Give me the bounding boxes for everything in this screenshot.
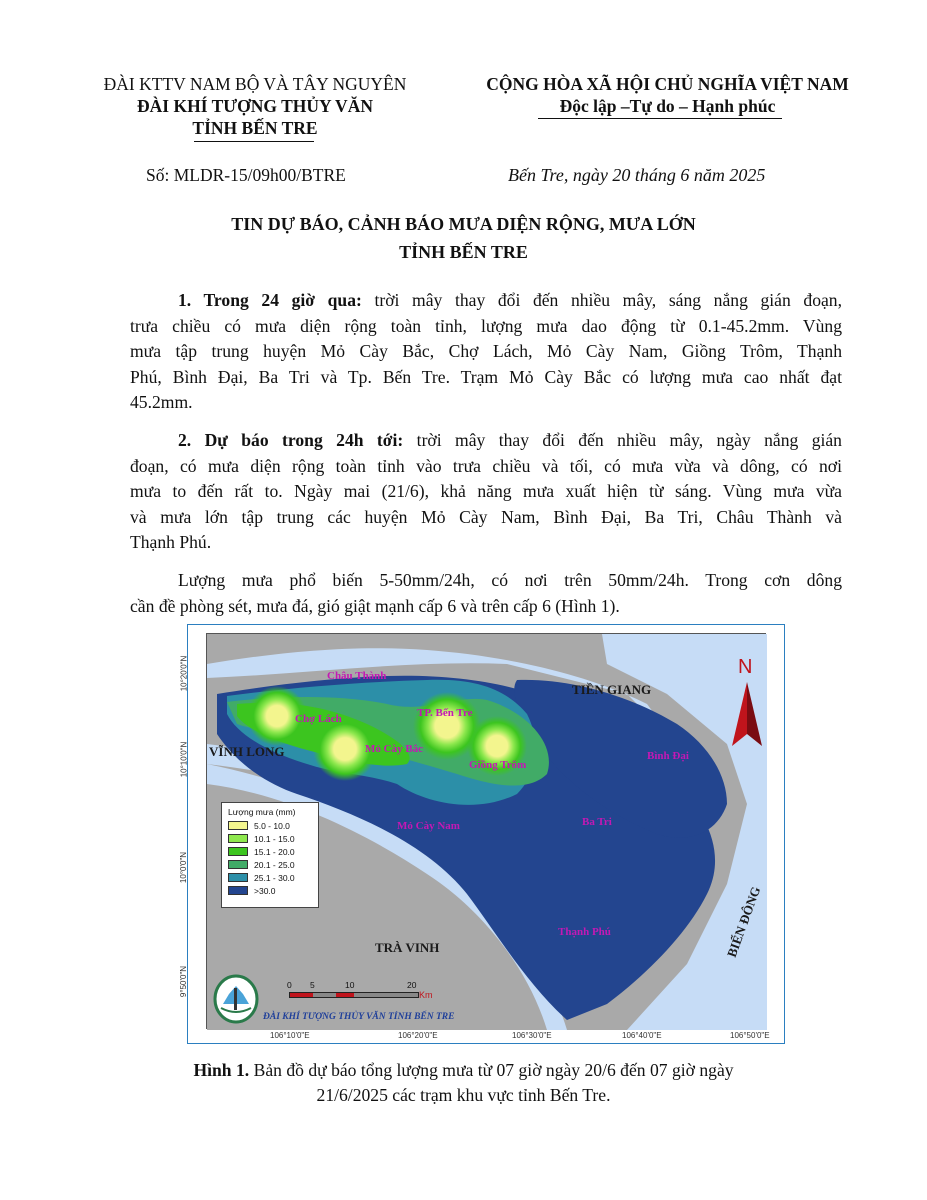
motto-underline xyxy=(538,118,782,119)
document-title-line2: TỈNH BẾN TRE xyxy=(399,242,528,262)
map-label-vinh-long: VĨNH LONG xyxy=(209,744,285,759)
section-1-text: mưa tập trung huyện Mỏ Cày Bắc, Chợ Lách, Mỏ Cày Nam, Giồng Trôm, Thạnh xyxy=(130,341,842,361)
lon-tick: 106°50'0"E xyxy=(730,1031,770,1040)
scale-bar xyxy=(287,980,447,1010)
legend-item xyxy=(228,871,312,884)
figure-caption-label: Hình 1. xyxy=(193,1060,250,1080)
map-legend xyxy=(221,802,319,908)
north-arrow xyxy=(732,656,772,746)
legend-swatch xyxy=(228,834,248,843)
legend-label: 5.0 - 10.0 xyxy=(254,820,290,831)
map-label-tra-vinh: TRÀ VINH xyxy=(375,940,440,955)
map-label-ba-tri: Ba Tri xyxy=(582,816,612,828)
map-label-thanh-phu: Thạnh Phú xyxy=(558,926,611,938)
section-1-heading: 1. Trong 24 giờ qua: xyxy=(178,290,362,310)
section-2-text: và mưa lớn tập trung các huyện Mỏ Cày Nam, Bình Đại, Ba Tri, Châu Thành và xyxy=(130,506,842,527)
lat-tick: 9°50'0"N xyxy=(179,965,189,998)
section-3-text: Lượng mưa phổ biến 5-50mm/24h, có nơi trên 50mm/24h. Trong cơn dông xyxy=(178,570,842,590)
legend-label: 10.1 - 15.0 xyxy=(254,833,295,844)
section-2-text: trời mây thay đổi đến nhiều mây, ngày nắng gián xyxy=(403,430,842,450)
scale-bar-body xyxy=(289,992,419,998)
legend-label: >30.0 xyxy=(254,885,276,896)
map-label-bien-dong: BIỂN ĐÔNG xyxy=(723,884,764,960)
legend-item xyxy=(228,832,312,845)
legend-item xyxy=(228,858,312,871)
lon-tick: 106°20'0"E xyxy=(398,1031,438,1040)
section-1-text: trời mây thay đổi đến nhiều mây, sáng nắng gián đoạn, xyxy=(361,290,842,310)
map-frame xyxy=(206,633,766,1029)
section-1-text: 45.2mm. xyxy=(130,392,193,412)
map-label-binh-dai: Bình Đại xyxy=(647,750,689,762)
legend-swatch xyxy=(228,873,248,882)
agency-underline xyxy=(194,141,314,142)
map-label-giong-trom: Giồng Trôm xyxy=(469,759,527,771)
section-2-heading: 2. Dự báo trong 24h tới: xyxy=(178,430,404,450)
legend-swatch xyxy=(228,847,248,856)
agency-logo xyxy=(213,974,259,1024)
lat-tick: 10°10'0"N xyxy=(179,741,189,778)
section-1-text: trưa chiều có mưa diện rộng toàn tỉnh, lượng mưa dao động từ 0.1-45.2mm. Vùng xyxy=(130,315,842,336)
north-arrow-icon xyxy=(732,682,762,752)
lon-tick: 106°40'0"E xyxy=(622,1031,662,1040)
legend-swatch xyxy=(228,886,248,895)
agency-name: ĐÀI KHÍ TƯỢNG THỦY VĂN xyxy=(137,96,373,116)
document-title-line1: TIN DỰ BÁO, CẢNH BÁO MƯA DIỆN RỘNG, MƯA LỚN xyxy=(231,214,696,234)
legend-title: Lượng mưa (mm) xyxy=(228,807,296,817)
figure-caption-text: Bản đồ dự báo tổng lượng mưa từ 07 giờ ngày 20/6 đến 07 giờ ngày xyxy=(249,1060,734,1080)
scale-tick-label: 5 xyxy=(310,980,315,990)
scale-unit: Km xyxy=(419,990,433,1000)
legend-item xyxy=(228,819,312,832)
section-1-text: Phú, Bình Đại, Ba Tri và Tp. Bến Tre. Trạm Mỏ Cày Bắc có lượng mưa cao nhất đạt xyxy=(130,366,842,387)
lon-tick: 106°30'0"E xyxy=(512,1031,552,1040)
national-motto: Độc lập –Tự do – Hạnh phúc xyxy=(559,96,776,116)
north-arrow-letter: N xyxy=(738,656,753,678)
legend-item xyxy=(228,884,312,897)
document-number: Số: MLDR-15/09h00/BTRE xyxy=(146,165,346,185)
map-label-mo-cay-bac: Mỏ Cày Bắc xyxy=(365,743,424,755)
lat-tick: 10°0'0"N xyxy=(179,851,189,884)
agency-logo-icon xyxy=(213,974,259,1024)
national-title: CỘNG HÒA XÃ HỘI CHỦ NGHĨA VIỆT NAM xyxy=(486,74,849,94)
section-2-text: Thạnh Phú. xyxy=(130,532,212,552)
section-2-text: mưa to đến rất to. Ngày mai (21/6), khả năng mưa xuất hiện từ sáng. Vùng mưa vừa xyxy=(130,481,842,501)
map-footer-org: ĐÀI KHÍ TƯỢNG THỦY VĂN TỈNH BẾN TRE xyxy=(263,1012,455,1022)
section-1 xyxy=(130,288,842,416)
legend-swatch xyxy=(228,860,248,869)
agency-parent: ĐÀI KTTV NAM BỘ VÀ TÂY NGUYÊN xyxy=(103,74,407,94)
map-label-tp-ben-tre: TP. Bến Tre xyxy=(417,707,473,719)
legend-label: 20.1 - 25.0 xyxy=(254,859,295,870)
map-label-chau-thanh: Châu Thành xyxy=(327,670,387,682)
section-3-text: cần đề phòng sét, mưa đá, gió giật mạnh cấp 6 và trên cấp 6 (Hình 1). xyxy=(130,595,620,616)
legend-swatch xyxy=(228,821,248,830)
section-3 xyxy=(130,568,842,619)
section-2 xyxy=(130,428,842,556)
figure-caption xyxy=(0,1058,927,1108)
agency-province: TỈNH BẾN TRE xyxy=(192,118,318,138)
legend-label: 25.1 - 30.0 xyxy=(254,872,295,883)
map-label-cho-lach: Chợ Lách xyxy=(295,713,342,725)
map-label-mo-cay-nam: Mỏ Cày Nam xyxy=(397,820,460,832)
rainfall-map xyxy=(179,624,785,1044)
place-and-date: Bến Tre, ngày 20 tháng 6 năm 2025 xyxy=(508,165,766,185)
lon-tick: 106°10'0"E xyxy=(270,1031,310,1040)
lat-tick: 10°20'0"N xyxy=(179,655,189,692)
scale-tick-label: 20 xyxy=(407,980,417,990)
legend-label: 15.1 - 20.0 xyxy=(254,846,295,857)
scale-tick-label: 0 xyxy=(287,980,292,990)
scale-tick-label: 10 xyxy=(345,980,355,990)
legend-item xyxy=(228,845,312,858)
map-label-tien-giang: TIỀN GIANG xyxy=(572,682,652,697)
section-2-text: đoạn, có mưa diện rộng toàn tỉnh vào trưa chiều và tối, có mưa vừa và dông, có nơi xyxy=(130,455,842,476)
figure-caption-text: 21/6/2025 các trạm khu vực tỉnh Bến Tre. xyxy=(316,1085,611,1105)
